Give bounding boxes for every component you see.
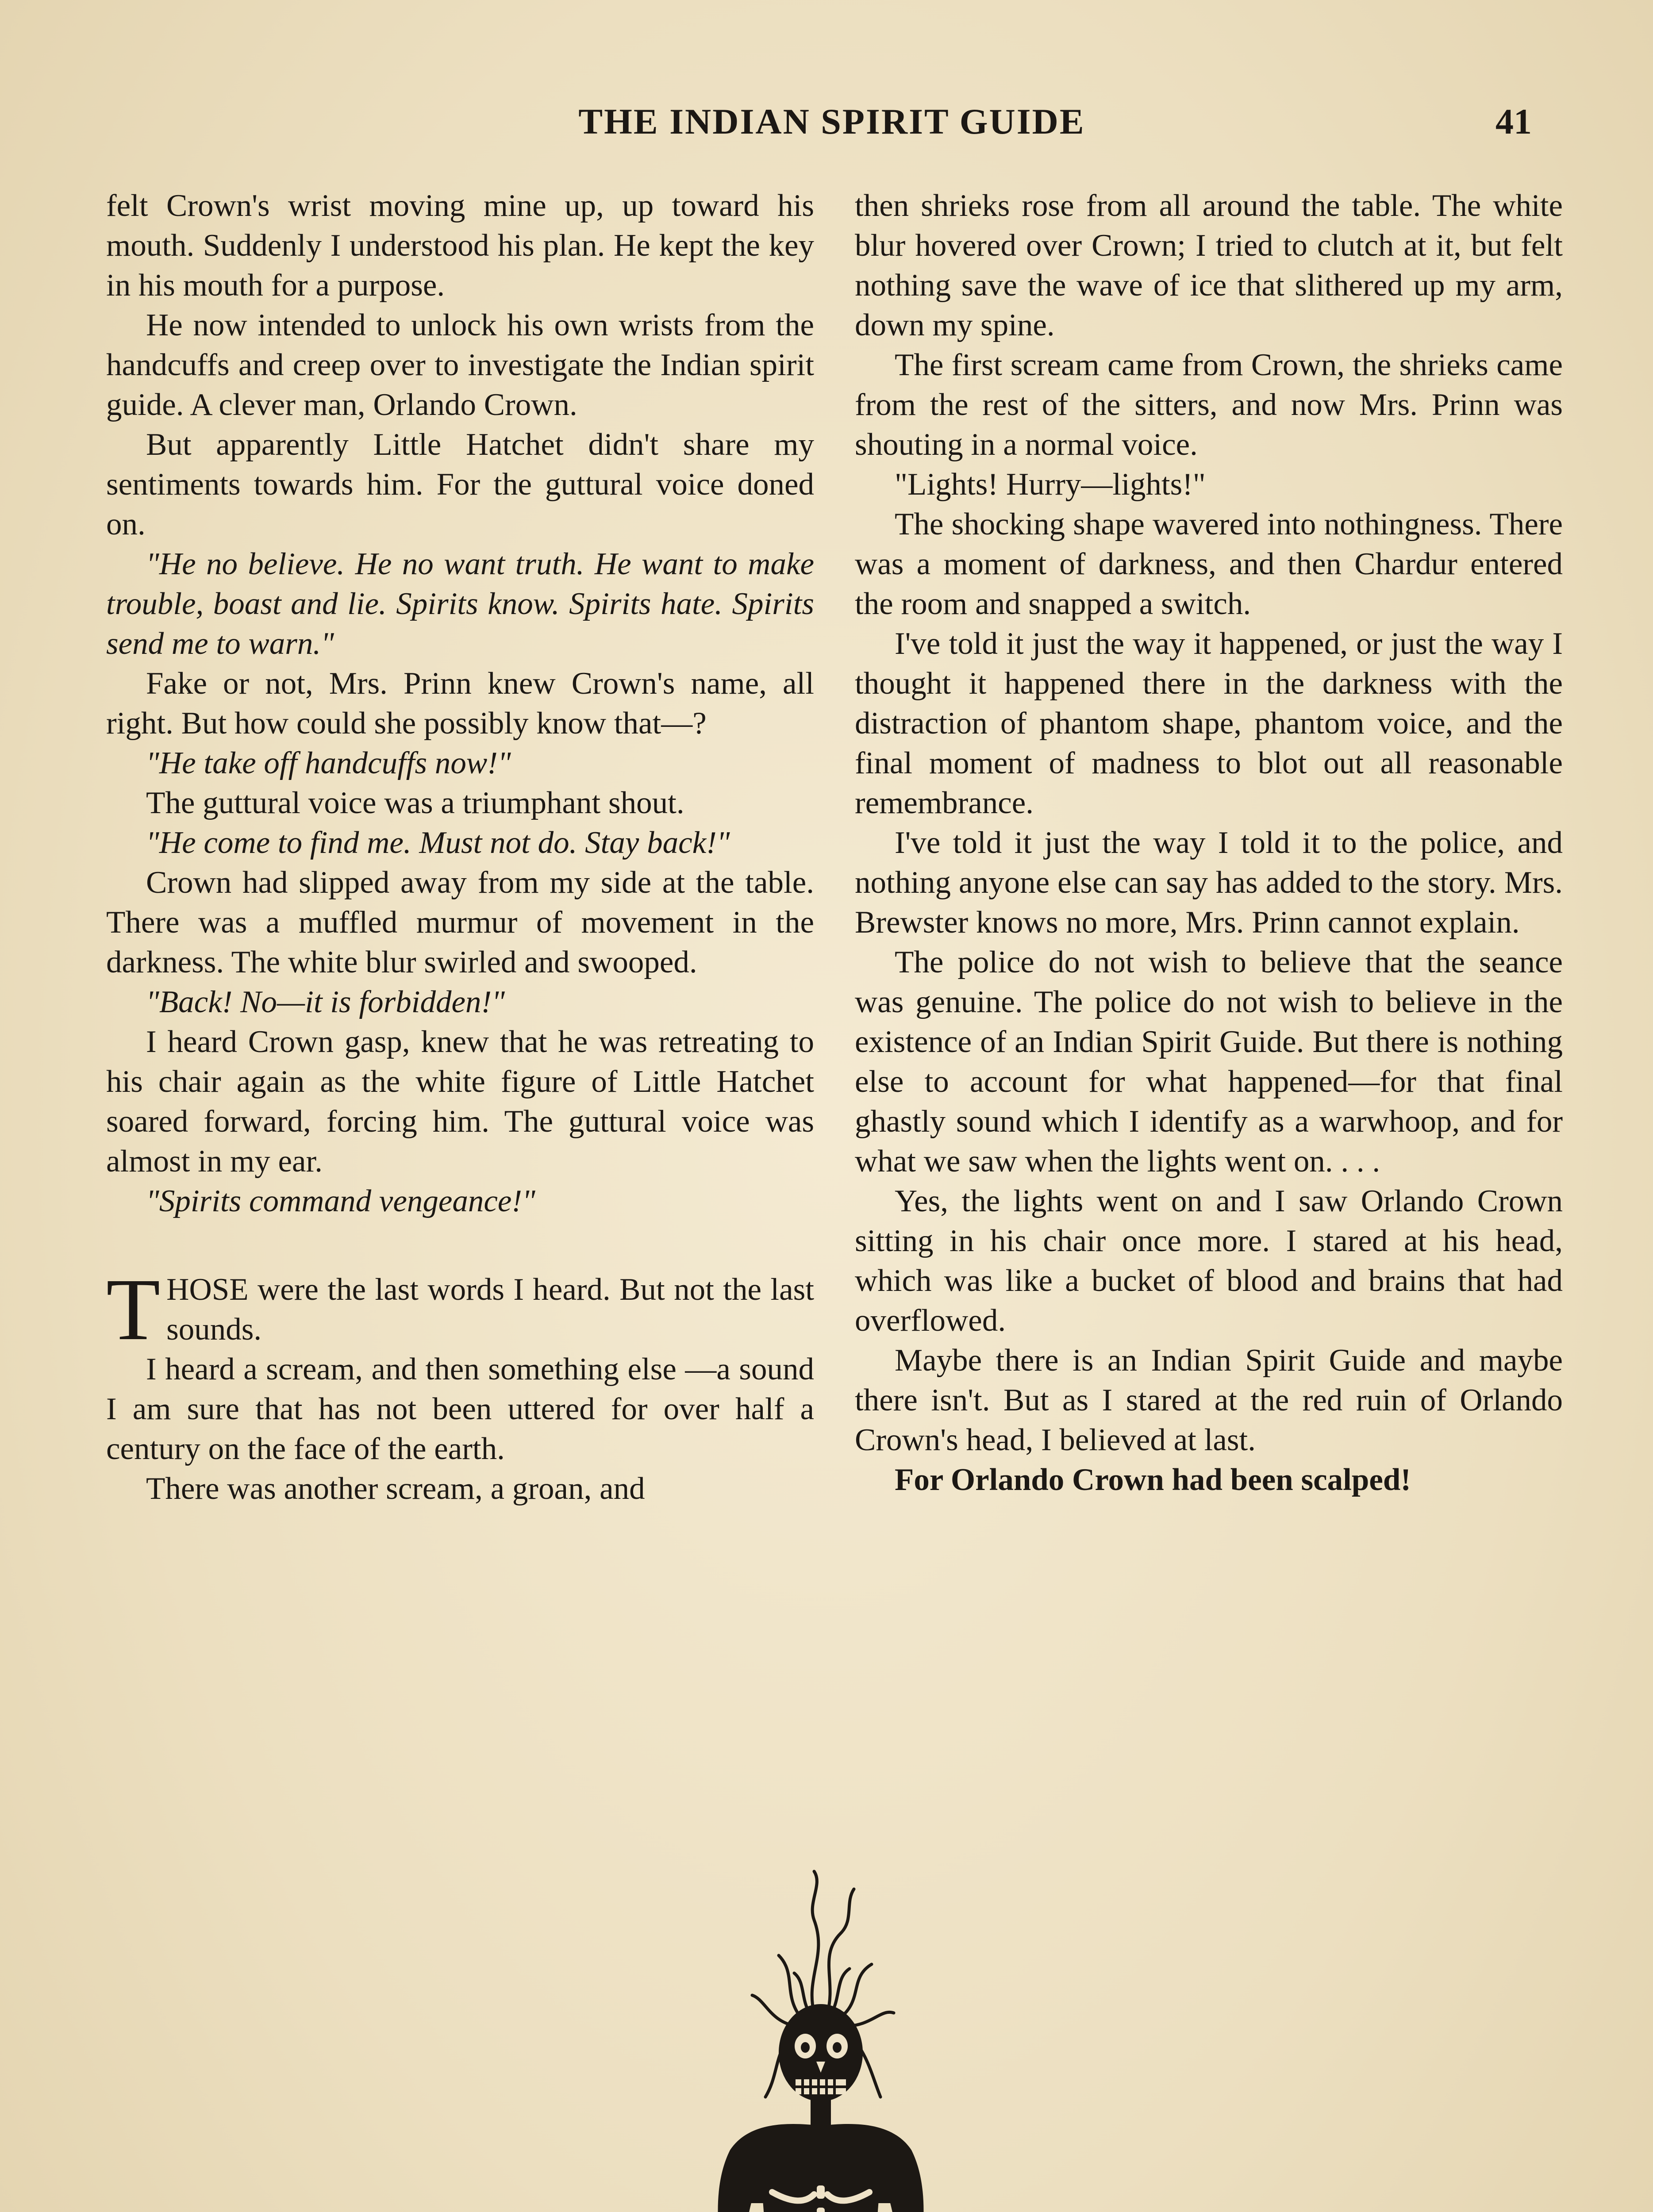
paragraph: He now intended to unlock his own wrists from the handcuffs and creep over to investigate the Indian spirit guide. A clever man, Orlando Crown. [106,308,814,422]
paragraph: Fake or not, Mrs. Prinn knew Crown's name, all right. But how could she possibly know that—? [106,666,814,741]
drop-cap: T [106,1261,161,1359]
right-column [855,186,1563,1500]
paragraph: There was another scream, a groan, and [146,1471,645,1506]
paragraph: I heard a scream, and then something else —a sound I am sure that has not been uttered for over half a century on the face of the earth. [106,1352,814,1466]
spirit-dialogue: "He come to find me. Must not do. Stay back!" [146,826,730,860]
paragraph: Crown had slipped away from my side at the table. There was a muffled murmur of movement in the darkness. The white blur swirled and swooped. [106,865,814,979]
paragraph: I've told it just the way I told it to the police, and nothing anyone else can say has added to the story. Mrs. Brewster knows no more, Mrs. Prinn cannot explain. [855,826,1563,940]
paragraph: But apparently Little Hatchet didn't share my sentiments towards him. For the guttural voice doned on. [106,427,814,541]
paragraph: The shocking shape wavered into nothingness. There was a moment of darkness, and then Chardur entered the room and snapped a switch. [855,507,1563,621]
closing-line: For Orlando Crown had been scalped! [895,1463,1411,1497]
left-column [106,186,814,1509]
paragraph: The guttural voice was a triumphant shout. [146,786,684,820]
paragraph: The police do not wish to believe that the seance was genuine. The police do not wish to believe in the existence of an Indian Spirit Guide. But there is nothing else to account for what happened—for that final ghastly sound which I identify as a warwhoop, and for what we saw when the lights went on. . . . [855,945,1563,1179]
paragraph: "Lights! Hurry—lights!" [895,467,1206,502]
spirit-dialogue: "Back! No—it is forbidden!" [146,985,505,1019]
skeleton-illustration [695,1867,942,2212]
section-break-text: HOSE were the last words I heard. But not the last sounds. [166,1272,814,1347]
page-number: 41 [1495,101,1532,142]
paragraph: I've told it just the way it happened, or just the way I thought it happened there in the darkness with the distraction of phantom shape, phantom voice, and the final moment of madness to blot out all reasonable remembrance. [855,626,1563,820]
paragraph: Maybe there is an Indian Spirit Guide and maybe there isn't. But as I stared at the red ruin of Orlando Crown's head, I believed at last. [855,1343,1563,1457]
paragraph: I heard Crown gasp, knew that he was retreating to his chair again as the white figure of Little Hatchet soared forward, forcing him. The guttural voice was almost in my ear. [106,1025,814,1179]
spirit-dialogue: "Spirits command vengeance!" [146,1184,535,1218]
paragraph: then shrieks rose from all around the table. The white blur hovered over Crown; I tried to clutch at it, but felt nothing save the wave of ice that slithered up my arm, down my spine. [855,188,1563,342]
spirit-dialogue: "He take off handcuffs now!" [146,746,511,780]
page-title: THE INDIAN SPIRIT GUIDE [578,101,1085,142]
paragraph: felt Crown's wrist moving mine up, up toward his mouth. Suddenly I understood his plan. He kept the key in his mouth for a purpose. [106,188,814,303]
section-break-paragraph [106,1261,814,1359]
spirit-dialogue: "He no believe. He no want truth. He want to make trouble, boast and lie. Spirits know. Spirits hate. Spirits send me to warn." [106,547,814,661]
paragraph: Yes, the lights went on and I saw Orlando Crown sitting in his chair once more. I stared at his head, which was like a bucket of blood and brains that had overflowed. [855,1184,1563,1338]
paragraph: The first scream came from Crown, the shrieks came from the rest of the sitters, and now Mrs. Prinn was shouting in a normal voice. [855,348,1563,462]
page-header [0,101,1653,154]
